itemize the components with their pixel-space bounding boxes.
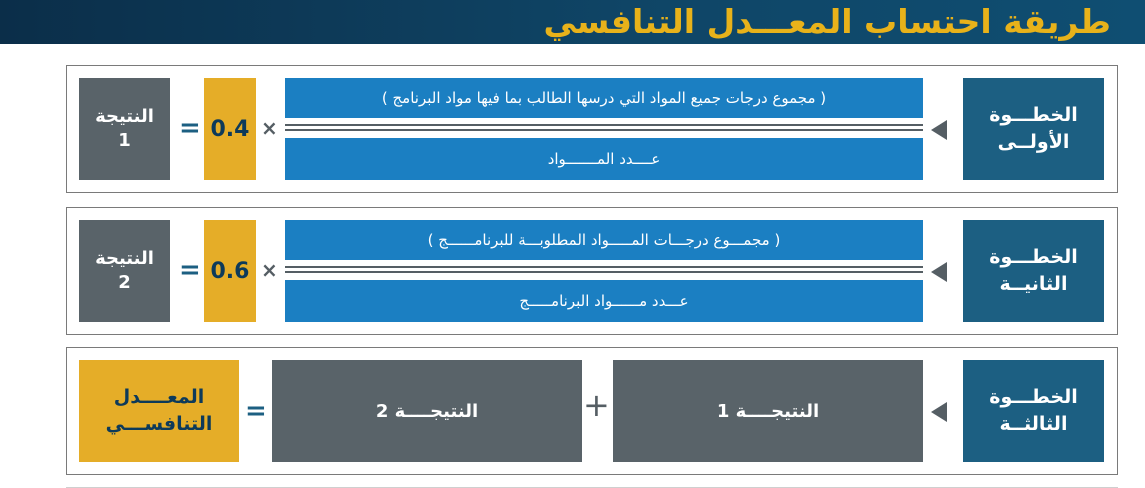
step2-result: النتيجة 2	[95, 248, 154, 293]
step1-coefficient: 0.4	[204, 78, 256, 180]
fraction-bar	[285, 124, 923, 126]
step1-denominator: عــــدد المـــــــواد	[547, 150, 661, 168]
step3-label-box	[963, 360, 1104, 462]
step2-denominator: عـــدد مــــــواد البرنامـــــج	[519, 292, 689, 310]
step2-numerator-box	[285, 220, 923, 260]
final-average: المعــــدل التنافســـي	[105, 386, 213, 435]
step1-numerator: ( مجموع درجات جميع المواد التي درسها الطالب بما فيها مواد البرنامج )	[381, 89, 827, 107]
step1-result: النتيجة 1	[95, 106, 154, 151]
step2-label: الخطـــوة الثانيــة	[989, 246, 1078, 295]
step1-numerator-box	[285, 78, 923, 118]
step3-panel	[66, 347, 1118, 475]
step2-label-box	[963, 220, 1104, 322]
step3-result2-box	[272, 360, 582, 462]
equals-sign: =	[179, 113, 201, 143]
pointer-left-icon	[931, 120, 947, 140]
fraction-bar	[285, 266, 923, 268]
step3-result1: النتيجــــة 1	[716, 400, 820, 422]
header-banner	[0, 0, 1145, 44]
multiply-sign: ×	[261, 116, 278, 140]
step1-result-box	[79, 78, 170, 180]
step3-result1-box	[613, 360, 923, 462]
step2-numerator: ( مجمـــوع درجـــات المـــــواد المطلوبـــة للبرنامــــــج )	[427, 231, 781, 249]
pointer-left-icon	[931, 262, 947, 282]
pointer-left-icon	[931, 402, 947, 422]
page-title: طريقة احتساب المعـــدل التنافسي	[543, 2, 1111, 41]
step1-denominator-box	[285, 138, 923, 180]
equals-sign: =	[245, 396, 267, 426]
step1-label: الخطـــوة الأولــى	[989, 104, 1078, 153]
step3-label: الخطـــوة الثالثــة	[989, 386, 1078, 435]
equals-sign: =	[179, 255, 201, 285]
step2-denominator-box	[285, 280, 923, 322]
step3-result2: النتيجــــة 2	[375, 400, 479, 422]
fraction-bar	[285, 271, 923, 273]
step1-panel	[66, 65, 1118, 193]
step1-label-box	[963, 78, 1104, 180]
step2-panel	[66, 207, 1118, 335]
plus-sign: +	[583, 386, 610, 424]
step2-result-box	[79, 220, 170, 322]
final-average-box	[79, 360, 239, 462]
step2-coefficient: 0.6	[204, 220, 256, 322]
multiply-sign: ×	[261, 258, 278, 282]
fraction-bar	[285, 129, 923, 131]
